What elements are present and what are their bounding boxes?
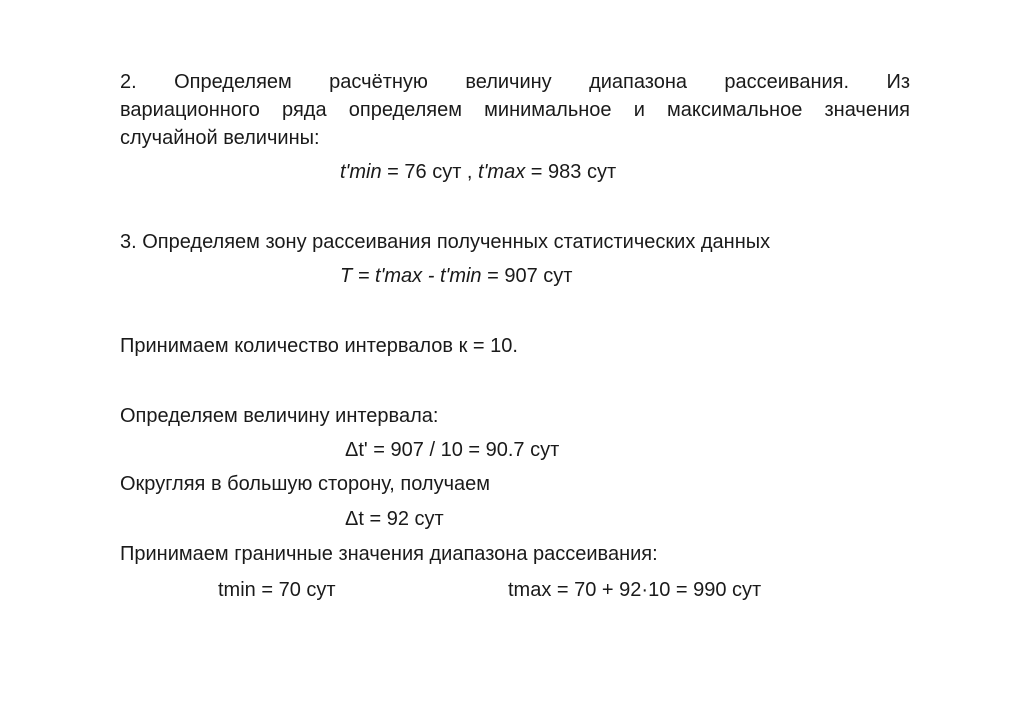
rounded-interval-formula: Δt = 92 сут xyxy=(345,508,444,530)
tmin-variable: t'min xyxy=(340,161,382,183)
section2-line1: 2. Определяем расчётную величину диапазона рассеивания. Из xyxy=(120,71,910,93)
interval-size-text: Определяем величину интервала: xyxy=(120,405,439,427)
interval-size-formula: Δt' = 907 / 10 = 90.7 сут xyxy=(345,439,560,461)
tmax-value: = 983 сут xyxy=(525,161,617,183)
tmin-value: = 76 сут , xyxy=(381,161,479,183)
tmax-variable: t'max xyxy=(478,161,526,183)
scatter-zone-value: = 907 сут xyxy=(481,265,573,287)
intervals-count-text: Принимаем количество интервалов к = 10. xyxy=(120,335,518,357)
tmin-boundary-formula: tmin = 70 сут xyxy=(218,579,336,601)
section2-line3: случайной величины: xyxy=(120,127,320,149)
scatter-zone-formula xyxy=(340,262,572,290)
section2-line2: вариационного ряда определяем минимальное и максимальное значения xyxy=(120,99,910,121)
tmin-tmax-formula xyxy=(340,158,616,186)
rounding-text: Округляя в большую сторону, получаем xyxy=(120,473,491,495)
section3-heading: 3. Определяем зону рассеивания полученных статистических данных xyxy=(120,231,771,253)
tmax-boundary-formula: tmax = 70 + 92·10 = 990 сут xyxy=(508,579,762,601)
scatter-zone-expression: T = t'max - t'min xyxy=(340,265,482,287)
boundaries-text: Принимаем граничные значения диапазона рассеивания: xyxy=(120,543,658,565)
